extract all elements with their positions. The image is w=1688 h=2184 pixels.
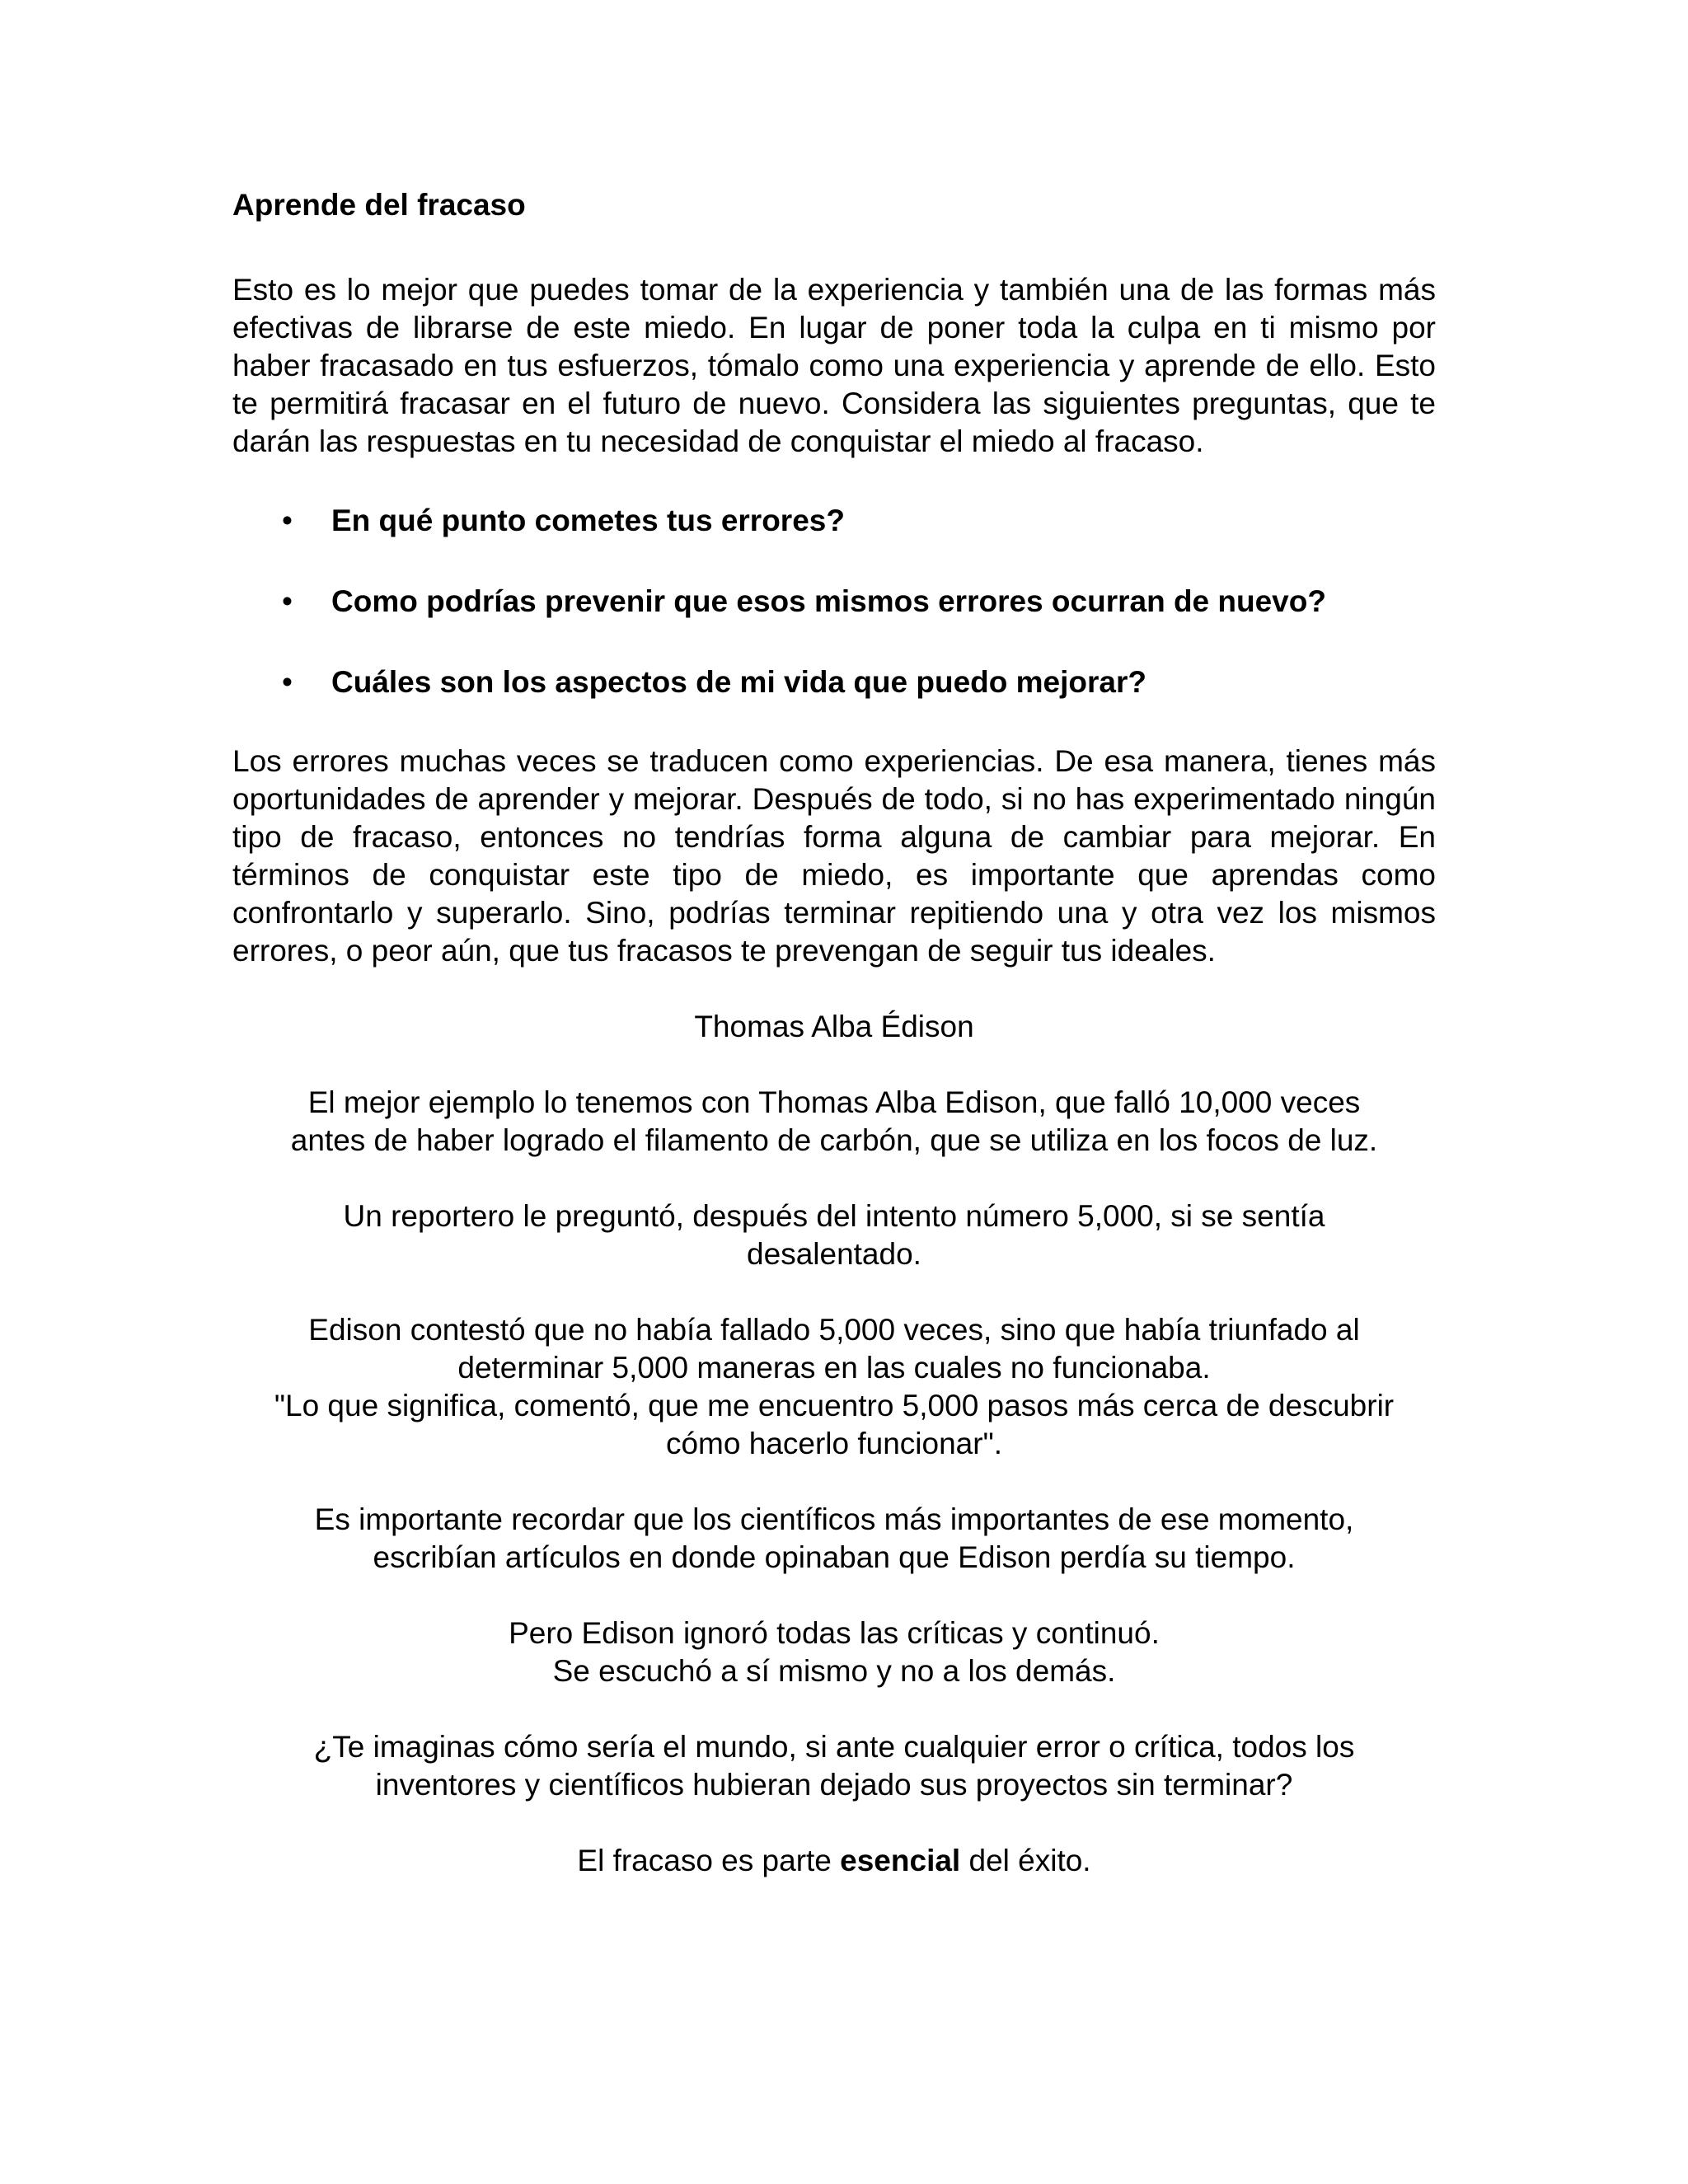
closing-text-bold: esencial: [840, 1844, 961, 1877]
bullet-icon: •: [282, 504, 293, 537]
list-item: [232, 663, 1436, 701]
body-paragraph: Los errores muchas veces se traducen como experiencias. De esa manera, tienes más oportunidades de aprender y mejorar. Después de todo, si no has experimentado ningún tipo de fracaso, entonces no tendrías forma alguna de cambiar para mejorar. En términos de conquistar este tipo de miedo, es importante que aprendas como confrontarlo y superarlo. Sino, podrías terminar repitiendo una y otra vez los mismos errores, o peor aún, que tus fracasos te prevengan de seguir tus ideales.: [232, 744, 1436, 968]
edison-paragraph-5: [232, 1615, 1436, 1690]
intro-paragraph: Esto es lo mejor que puedes tomar de la experiencia y también una de las formas más efectivas de librarse de este miedo. En lugar de poner toda la culpa en ti mismo por haber fracasado en tus esfuerzos, tómalo como una experiencia y aprende de ello. Esto te permitirá fracasar en el futuro de nuevo. Considera las siguientes preguntas, que te darán las respuestas en tu necesidad de conquistar el miedo al fracaso.: [232, 273, 1436, 458]
edison-paragraph-6: [232, 1728, 1436, 1804]
text-line: "Lo que significa, comentó, que me encuentro 5,000 pasos más cerca de descubrir: [274, 1389, 1395, 1422]
question-text: Cuáles son los aspectos de mi vida que puedo mejorar?: [331, 665, 1146, 699]
bullet-icon: •: [282, 584, 293, 618]
edison-paragraph-4: [232, 1501, 1436, 1577]
text-line: ¿Te imaginas cómo sería el mundo, si ante cualquier error o crítica, todos los: [313, 1730, 1355, 1764]
text-line: inventores y científicos hubieran dejado sus proyectos sin terminar?: [375, 1768, 1293, 1802]
text-line: El mejor ejemplo lo tenemos con Thomas Alba Edison, que falló 10,000 veces: [307, 1085, 1361, 1119]
text-line: Es importante recordar que los científicos más importantes de ese momento,: [314, 1502, 1354, 1536]
question-list: [232, 502, 1436, 701]
list-item: [232, 583, 1436, 621]
document-page: [232, 186, 1436, 1880]
text-line: determinar 5,000 maneras en las cuales no funcionaba.: [457, 1351, 1211, 1385]
document-title: Aprende del fracaso: [232, 188, 526, 222]
closing-line: [232, 1842, 1436, 1880]
text-line: cómo hacerlo funcionar".: [665, 1427, 1002, 1460]
question-text: Como podrías prevenir que esos mismos errores ocurran de nuevo?: [331, 584, 1326, 618]
edison-paragraph-2: [232, 1197, 1436, 1273]
text-line: desalentado.: [747, 1237, 921, 1271]
text-line: antes de haber logrado el filamento de carbón, que se utiliza en los focos de luz.: [290, 1123, 1378, 1157]
closing-text-pre: El fracaso es parte: [577, 1844, 841, 1877]
edison-heading: Thomas Alba Édison: [694, 1010, 974, 1043]
text-line: Se escuchó a sí mismo y no a los demás.: [552, 1654, 1116, 1688]
question-text: En qué punto cometes tus errores?: [331, 504, 845, 537]
text-line: Un reportero le preguntó, después del intento número 5,000, si se sentía: [343, 1199, 1325, 1233]
edison-paragraph-1: [232, 1084, 1436, 1160]
text-line: Edison contestó que no había fallado 5,000 veces, sino que había triunfado al: [308, 1313, 1360, 1347]
edison-paragraph-3: [232, 1311, 1436, 1463]
closing-text-post: del éxito.: [960, 1844, 1091, 1877]
bullet-icon: •: [282, 665, 293, 699]
text-line: escribían artículos en donde opinaban que Edison perdía su tiempo.: [373, 1540, 1296, 1574]
list-item: [232, 502, 1436, 540]
text-line: Pero Edison ignoró todas las críticas y continuó.: [509, 1616, 1160, 1650]
